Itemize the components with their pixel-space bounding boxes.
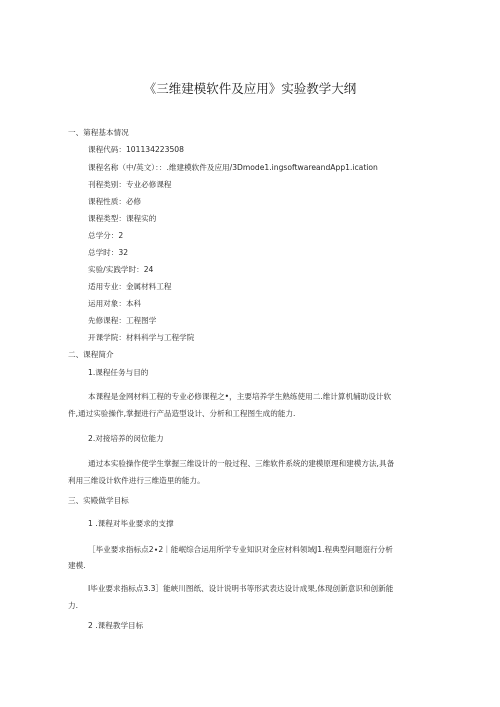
info-total-hours: 总学时：32 [88,248,129,257]
info-total-credits: 总学分：2 [88,231,124,240]
paragraph-line: 利用三维设计软件进行三维造里的能力。 [68,476,205,485]
paragraph-line: I毕业要求指标点3.3］能峡川图纸、设计说明书等形武表达设计成果,体现创新意识和创新能 [88,584,394,593]
info-school: 开课学院：材料科学与工程学院 [88,333,195,342]
info-course-nature: 课程性质：必修 [88,197,142,206]
info-course-name: 课程名称（中/英文）：：.维建模软件及应用/3Dmode1.ingsoftwareandApp1.ication [88,163,378,172]
paragraph-line: 件,通过实验操作,掌握进行产品造型设计、分析和工程图生成的能力. [68,409,296,418]
info-course-code: 课程代码：101134223508 [88,145,184,154]
paragraph-line: 本课程是金网材料工程的专业必修课程之•，主要培养学生熟练使用二.维计算机辅助设计软 [88,392,392,401]
info-prerequisite: 先修课程：工程图学 [88,316,157,325]
document-title: 《三维建模软件及应用》实验教学大纲 [143,81,357,96]
subheading-support: 1 .课程对毕业要求的支撑 [88,519,174,528]
paragraph-line: 力. [68,601,79,610]
info-audience: 运用对象：本科 [88,299,142,308]
section-heading-basic-info: 一、第程基本情况 [68,128,129,137]
info-course-category: 刊程类别：专业必修课程 [88,180,172,189]
subheading-abilities: 2.对接培养的闵位能力 [88,434,164,443]
info-course-type: 课程类型：课程实的 [88,214,157,223]
paragraph-line: 建模. [68,561,86,570]
subheading-teaching-goals: 2 .课程教学目标 [88,621,144,630]
paragraph-line: ［毕业要求指标点2∙2｜能岷综合运用所学专业知识对金应材料领域J1.程典型问题诳行分析 [88,545,393,554]
section-heading-objectives: 三、实殿做学目标 [68,496,129,505]
paragraph-line: 通过本实验操作使学生掌握三维设计的一般过程、三维软件系统的建模原理和建模方法,具备 [88,459,395,468]
info-lab-hours: 实验/实践学时：24 [88,265,154,274]
section-heading-intro: 二、课程简介 [68,350,114,359]
subheading-task-purpose: 1.课程任务与目的 [88,368,149,377]
info-major: 适用专业：金属材料工程 [88,282,172,291]
